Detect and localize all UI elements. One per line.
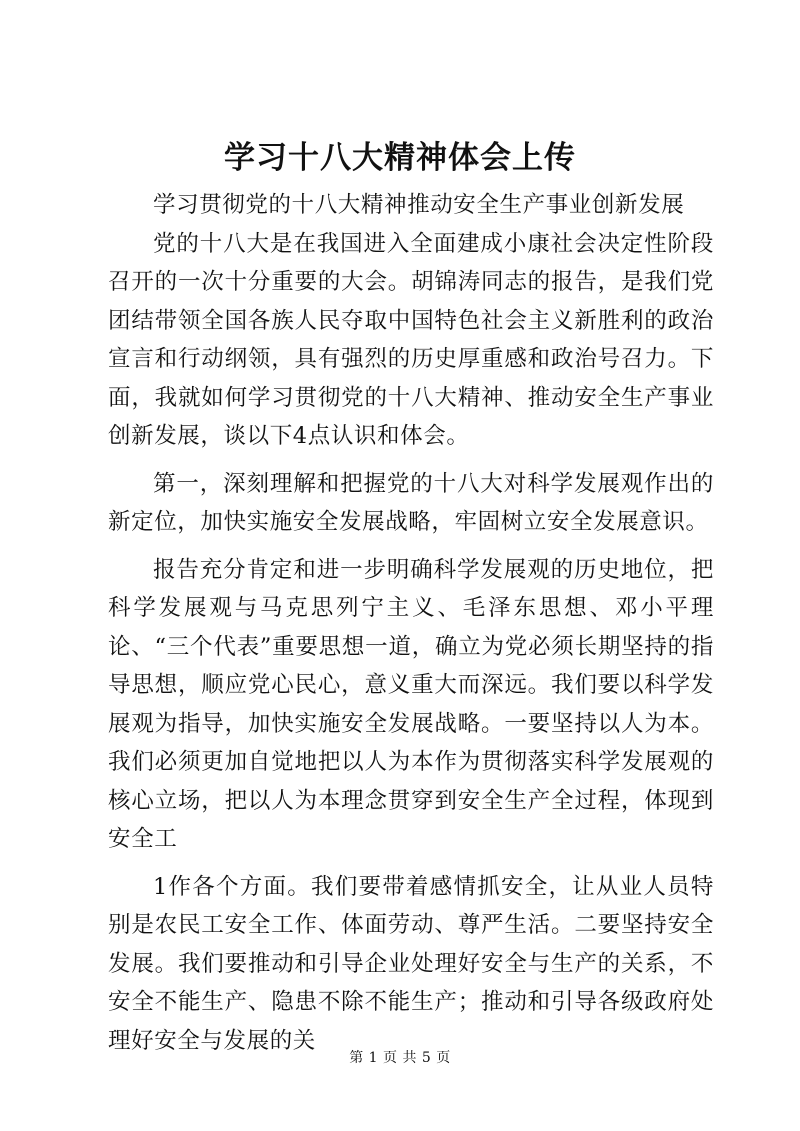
page-number-footer: 第 1 页 共 5 页 xyxy=(349,1050,451,1066)
paragraph-scientific-development: 报告充分肯定和进一步明确科学发展观的历史地位，把科学发展观与马克思列宁主义、毛泽东思想、邓小平理论、“三个代表”重要思想一道，确立为党必须长期坚持的指导思想，顺应党心民心，意义重大而深远。我们要以科学发展观为指导，加快实施安全发展战略。一要坚持以人为本。我们必须更加自觉地把以人为本作为贯彻落实科学发展观的核心立场，把以人为本理念贯穿到安全生产全过程，体现到安全工 xyxy=(108,556,714,852)
document-title: 学习十八大精神体会上传 xyxy=(224,140,576,176)
paragraph-continuation: 1作各个方面。我们要带着感情抓安全，让从业人员特别是农民工安全工作、体面劳动、尊严生活。二要坚持安全发展。我们要推动和引导企业处理好安全与生产的关系，不安全不能生产、隐患不除不能生产；推动和引导各级政府处理好安全与发展的关 xyxy=(108,873,714,1054)
document-body xyxy=(108,186,714,1060)
paragraph-intro: 党的十八大是在我国进入全面建成小康社会决定性阶段召开的一次十分重要的大会。胡锦涛同志的报告，是我们党团结带领全国各族人民夺取中国特色社会主义新胜利的政治宣言和行动纲领，具有强烈的历史厚重感和政治号召力。下面，我就如何学习贯彻党的十八大精神、推动安全生产事业创新发展，谈以下4点认识和体会。 xyxy=(108,230,714,449)
document-subtitle: 学习贯彻党的十八大精神推动安全生产事业创新发展 xyxy=(153,192,685,218)
paragraph-point-one: 第一，深刻理解和把握党的十八大对科学发展观作出的新定位，加快实施安全发展战略，牢固树立安全发展意识。 xyxy=(108,470,714,535)
